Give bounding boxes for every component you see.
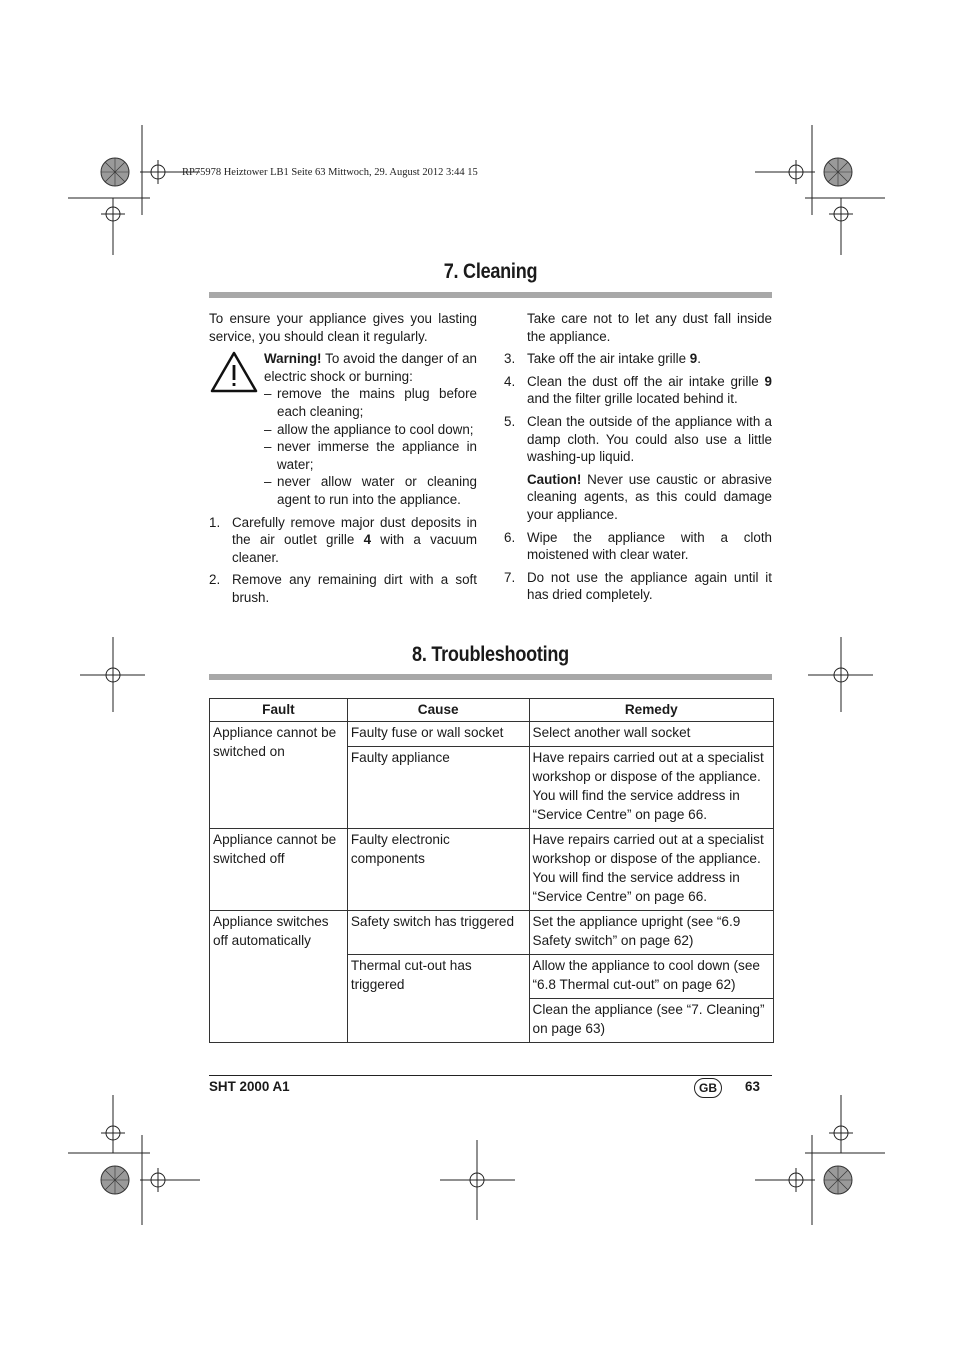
warning-block bbox=[209, 350, 477, 508]
cleaning-step: 4. Clean the dust off the air intake grille 9 and the filter grille located behind it. bbox=[504, 373, 772, 407]
warning-item: – never immerse the appliance in water; bbox=[264, 439, 477, 472]
footer-model: SHT 2000 A1 bbox=[209, 1079, 290, 1094]
cleaning-steps-right-b bbox=[504, 529, 772, 604]
cleaning-title: 7. Cleaning bbox=[443, 260, 538, 283]
cleaning-right-column bbox=[504, 310, 772, 609]
warning-item: – remove the mains plug before each cleaning; bbox=[264, 386, 477, 419]
warning-label: Warning! bbox=[264, 351, 322, 367]
cleaning-left-column bbox=[209, 310, 477, 612]
table-row bbox=[210, 911, 774, 955]
cleaning-intro: To ensure your appliance gives you lasting service, you should clean it regularly. bbox=[209, 311, 477, 344]
header-remedy: Remedy bbox=[529, 699, 773, 722]
cleaning-step: 3. Take off the air intake grille 9. bbox=[504, 351, 701, 367]
cleaning-continuation: Take care not to let any dust fall inside the appliance. bbox=[527, 311, 772, 344]
cleaning-step: 5. Clean the outside of the appliance with a damp cloth. You could also use a little washing-up liquid. bbox=[504, 413, 772, 465]
page-number: 63 bbox=[745, 1079, 760, 1094]
remedy-cell: Have repairs carried out at a specialist workshop or dispose of the appliance. You will find the service address in “Service Centre” on page 66. bbox=[529, 747, 773, 829]
fault-cell: Appliance switches off automatically bbox=[210, 911, 348, 1043]
warning-item: – never allow water or cleaning agent to run into the appliance. bbox=[264, 474, 477, 507]
footer-rule bbox=[209, 1075, 772, 1076]
fault-cell: Appliance cannot be switched off bbox=[210, 829, 348, 911]
remedy-cell: Clean the appliance (see “7. Cleaning” on page 63) bbox=[529, 999, 773, 1043]
cause-cell: Faulty electronic components bbox=[347, 829, 529, 911]
remedy-cell: Allow the appliance to cool down (see “6.8 Thermal cut-out” on page 62) bbox=[529, 955, 773, 999]
cause-cell: Faulty appliance bbox=[347, 747, 529, 829]
fault-cell: Appliance cannot be switched on bbox=[210, 722, 348, 829]
table-header-row bbox=[210, 699, 774, 722]
cause-cell: Safety switch has triggered bbox=[347, 911, 529, 955]
troubleshooting-table bbox=[209, 698, 774, 1043]
cleaning-step: 2. Remove any remaining dirt with a soft brush. bbox=[209, 572, 477, 605]
cause-cell: Thermal cut-out has triggered bbox=[347, 955, 529, 1043]
warning-list bbox=[264, 385, 477, 508]
cause-cell: Faulty fuse or wall socket bbox=[347, 722, 529, 747]
header-cause: Cause bbox=[347, 699, 529, 722]
print-info-line: RP75978 Heiztower LB1 Seite 63 Mittwoch, 29. August 2012 3:44 15 bbox=[182, 167, 478, 178]
cleaning-step: 6. Wipe the appliance with a cloth moistened with clear water. bbox=[504, 529, 772, 563]
cleaning-steps-right bbox=[504, 350, 772, 466]
remedy-cell: Select another wall socket bbox=[529, 722, 773, 747]
troubleshooting-title: 8. Troubleshooting bbox=[412, 643, 569, 666]
header-fault: Fault bbox=[210, 699, 348, 722]
cleaning-step: 1. Carefully remove major dust deposits in the air outlet grille 4 with a vacuum cleaner. bbox=[209, 514, 477, 565]
cleaning-title-rule bbox=[209, 292, 772, 298]
language-badge: GB bbox=[694, 1078, 722, 1098]
caution-text: Never use caustic or abrasive cleaning agents, as this could damage your appliance. bbox=[527, 471, 772, 522]
troubleshooting-title-rule bbox=[209, 674, 772, 680]
cleaning-steps-left bbox=[209, 514, 477, 607]
warning-triangle-icon bbox=[209, 350, 259, 394]
remedy-cell: Set the appliance upright (see “6.9 Safety switch” on page 62) bbox=[529, 911, 773, 955]
caution-note bbox=[504, 471, 772, 524]
cleaning-step: 7. Do not use the appliance again until it has dried completely. bbox=[504, 569, 772, 603]
table-row bbox=[210, 829, 774, 911]
table-row bbox=[210, 722, 774, 747]
warning-text: To avoid the danger of an electric shock or burning: bbox=[264, 351, 477, 384]
caution-label: Caution! bbox=[527, 471, 582, 487]
warning-item: – allow the appliance to cool down; bbox=[264, 421, 474, 437]
remedy-cell: Have repairs carried out at a specialist workshop or dispose of the appliance. You will find the service address in “Service Centre” on page 66. bbox=[529, 829, 773, 911]
